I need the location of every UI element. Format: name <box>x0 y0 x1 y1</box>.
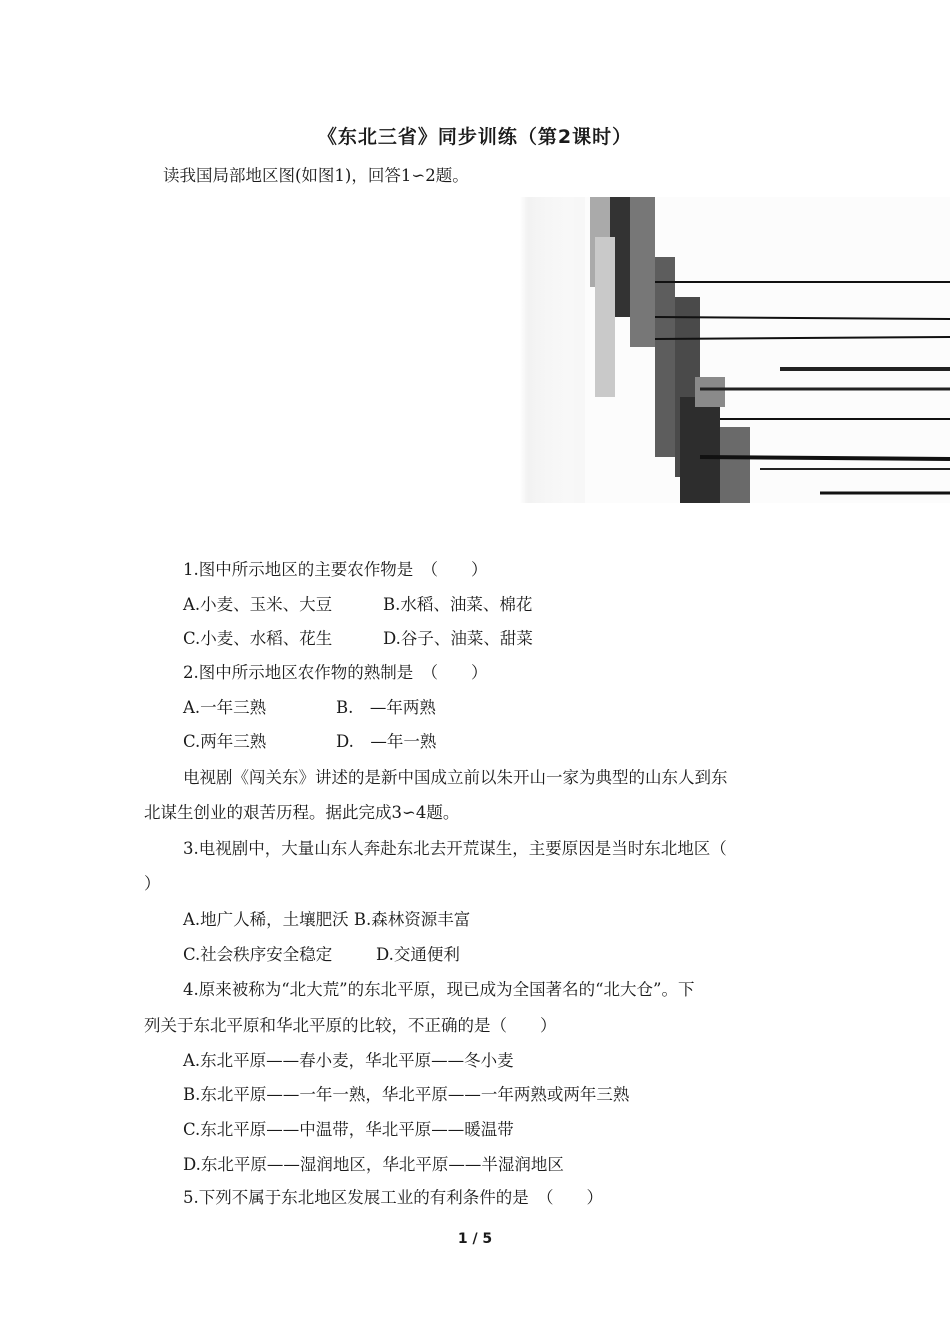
map-image <box>520 197 950 503</box>
question-1-option-b: B.水稻、油菜、棉花 <box>383 595 533 614</box>
passage-line-2: 北谋生创业的艰苦历程。据此完成3∽4题。 <box>144 803 460 822</box>
page-number: 1 / 5 <box>457 1231 493 1247</box>
intro-text: 读我国局部地区图(如图1)，回答1∽2题。 <box>163 166 469 185</box>
question-4-option-c: C.东北平原——中温带，华北平原——暖温带 <box>183 1120 514 1139</box>
question-1-stem: 1.图中所示地区的主要农作物是 （ ） <box>183 560 488 579</box>
question-2-stem: 2.图中所示地区农作物的熟制是 （ ） <box>183 663 488 682</box>
question-3-stem-cont: ） <box>144 874 161 893</box>
question-4-stem: 4.原来被称为“北大荒”的东北平原，现已成为全国著名的“北大仓”。下 <box>183 980 695 999</box>
question-1-option-a: A.小麦、玉米、大豆 <box>183 595 333 614</box>
question-5-stem: 5.下列不属于东北地区发展工业的有利条件的是 （ ） <box>183 1188 603 1207</box>
question-2-option-c: C.两年三熟 <box>183 732 267 751</box>
question-3-option-c: C.社会秩序安全稳定 <box>183 945 333 964</box>
question-4-option-b: B.东北平原——一年一熟，华北平原——一年两熟或两年三熟 <box>183 1085 630 1104</box>
question-4-stem-cont: 列关于东北平原和华北平原的比较，不正确的是（ ） <box>144 1016 557 1035</box>
question-4-option-d: D.东北平原——湿润地区，华北平原——半湿润地区 <box>183 1155 564 1174</box>
passage-line-1: 电视剧《闯关东》讲述的是新中国成立前以朱开山一家为典型的山东人到东 <box>183 768 728 787</box>
question-4-option-a: A.东北平原——春小麦，华北平原——冬小麦 <box>183 1051 514 1070</box>
question-3-option-d: D.交通便利 <box>376 945 460 964</box>
question-3-stem: 3.电视剧中，大量山东人奔赴东北去开荒谋生，主要原因是当时东北地区（ <box>183 839 727 858</box>
question-1-option-c: C.小麦、水稻、花生 <box>183 629 333 648</box>
question-2-option-a: A.一年三熟 <box>183 698 267 717</box>
question-1-option-d: D.谷子、油菜、甜菜 <box>383 629 533 648</box>
question-3-option-ab: A.地广人稀，土壤肥沃 B.森林资源丰富 <box>183 910 471 929</box>
question-2-option-d: D. —年一熟 <box>336 732 437 751</box>
page-title: 《东北三省》同步训练（第2课时） <box>317 126 633 148</box>
question-2-option-b: B. —年两熟 <box>336 698 436 717</box>
